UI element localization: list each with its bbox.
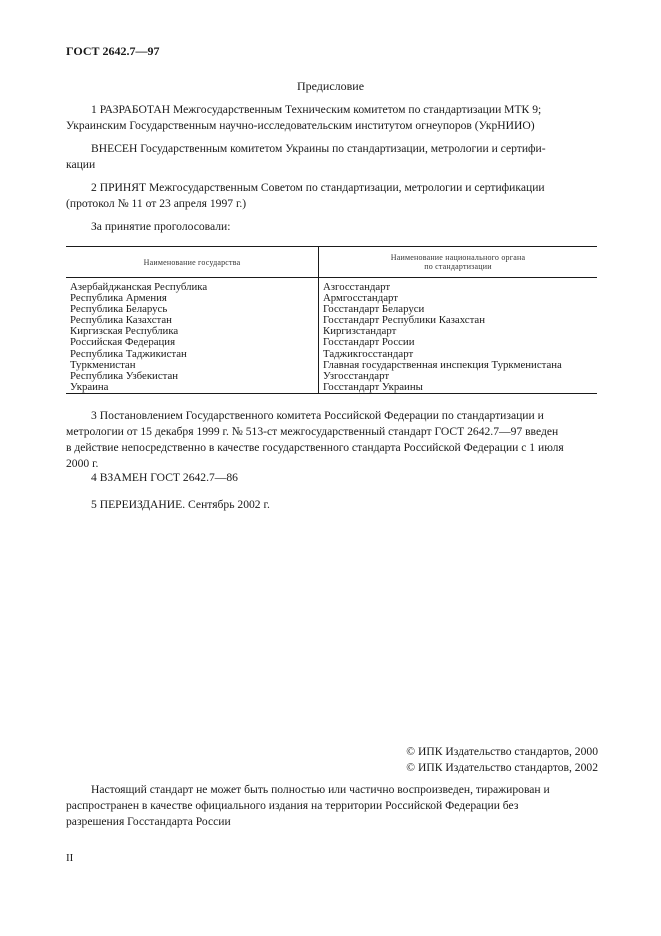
copyright-line: © ИПК Издательство стандартов, 2002 xyxy=(406,761,598,774)
paragraph-vote: За принятие проголосовали: xyxy=(91,220,231,233)
copyright-block xyxy=(406,744,598,776)
body-cell: Госстандарт Беларуси xyxy=(323,303,425,316)
table-row xyxy=(66,349,597,360)
body-cell: Госстандарт Украины xyxy=(319,382,598,394)
state-cell: Туркменистан xyxy=(66,360,319,371)
column-header-body: Наименование национального органа по стандартизации xyxy=(319,247,598,278)
table-row xyxy=(66,278,597,294)
state-cell: Азербайджанская Республика xyxy=(66,278,319,294)
body-cell: Азгосстандарт xyxy=(323,281,391,293)
copyright-line: © ИПК Издательство стандартов, 2000 xyxy=(406,745,598,758)
body-cell: Главная государственная инспекция Туркменистана xyxy=(323,358,562,371)
reproduction-notice: Настоящий стандарт не может быть полностью или частично воспроизведен, тиражирован и распространен в качестве официального издания на территории Российской Федерации без разрешения Госстандарта России xyxy=(66,783,550,828)
document-code: ГОСТ 2642.7—97 xyxy=(66,44,160,58)
paragraph-adopted: 2 ПРИНЯТ Межгосударственным Советом по стандартизации, метрологии и сертификации (протокол № 11 от 23 апреля 1997 г.) xyxy=(66,181,545,210)
body-cell: Армгосстандарт xyxy=(323,292,398,305)
body-cell: Госстандарт России xyxy=(323,336,415,349)
paragraph-resolution: 3 Постановлением Государственного комитета Российской Федерации по стандартизации и метрологии от 15 декабря 1999 г. № 513-ст межгосударственный стандарт ГОСТ 2642.7—97 введен в действие непосредственно в качестве государственного стандарта Российской Федерации с 1 июля 2000 г. xyxy=(66,409,564,470)
paragraph-replaces: 4 ВЗАМЕН ГОСТ 2642.7—86 xyxy=(91,471,238,484)
paragraph-introduced: ВНЕСЕН Государственным комитетом Украины по стандартизации, метрологии и сертифи- кации xyxy=(66,142,546,171)
table-row xyxy=(66,337,597,348)
state-cell: Российская Федерация xyxy=(66,337,319,348)
paragraph-reissue: 5 ПЕРЕИЗДАНИЕ. Сентябрь 2002 г. xyxy=(91,498,270,511)
body-cell: Узгосстандарт xyxy=(323,369,390,382)
column-header-state: Наименование государства xyxy=(66,247,319,278)
voting-table xyxy=(66,246,597,394)
state-cell: Республика Казахстан xyxy=(66,315,319,326)
page-number: II xyxy=(66,852,74,864)
paragraph-developed: 1 РАЗРАБОТАН Межгосударственным Техническим комитетом по стандартизации МТК 9; Украинским Государственным научно-исследовательским институтом огнеупоров (УкрНИИО) xyxy=(66,103,542,132)
table-header-row xyxy=(66,247,597,278)
section-title: Предисловие xyxy=(296,79,365,93)
body-cell: Госстандарт Республики Казахстан xyxy=(323,314,485,327)
state-cell: Республика Таджикистан xyxy=(66,349,319,360)
body-cell: Киргизстандарт xyxy=(323,325,397,338)
state-cell: Республика Узбекистан xyxy=(66,371,319,382)
state-cell: Украина xyxy=(66,382,319,394)
state-cell: Республика Армения xyxy=(66,293,319,304)
state-cell: Киргизская Республика xyxy=(66,326,319,337)
body-cell: Таджикгосстандарт xyxy=(323,347,414,360)
table-row xyxy=(66,382,597,394)
state-cell: Республика Беларусь xyxy=(66,304,319,315)
